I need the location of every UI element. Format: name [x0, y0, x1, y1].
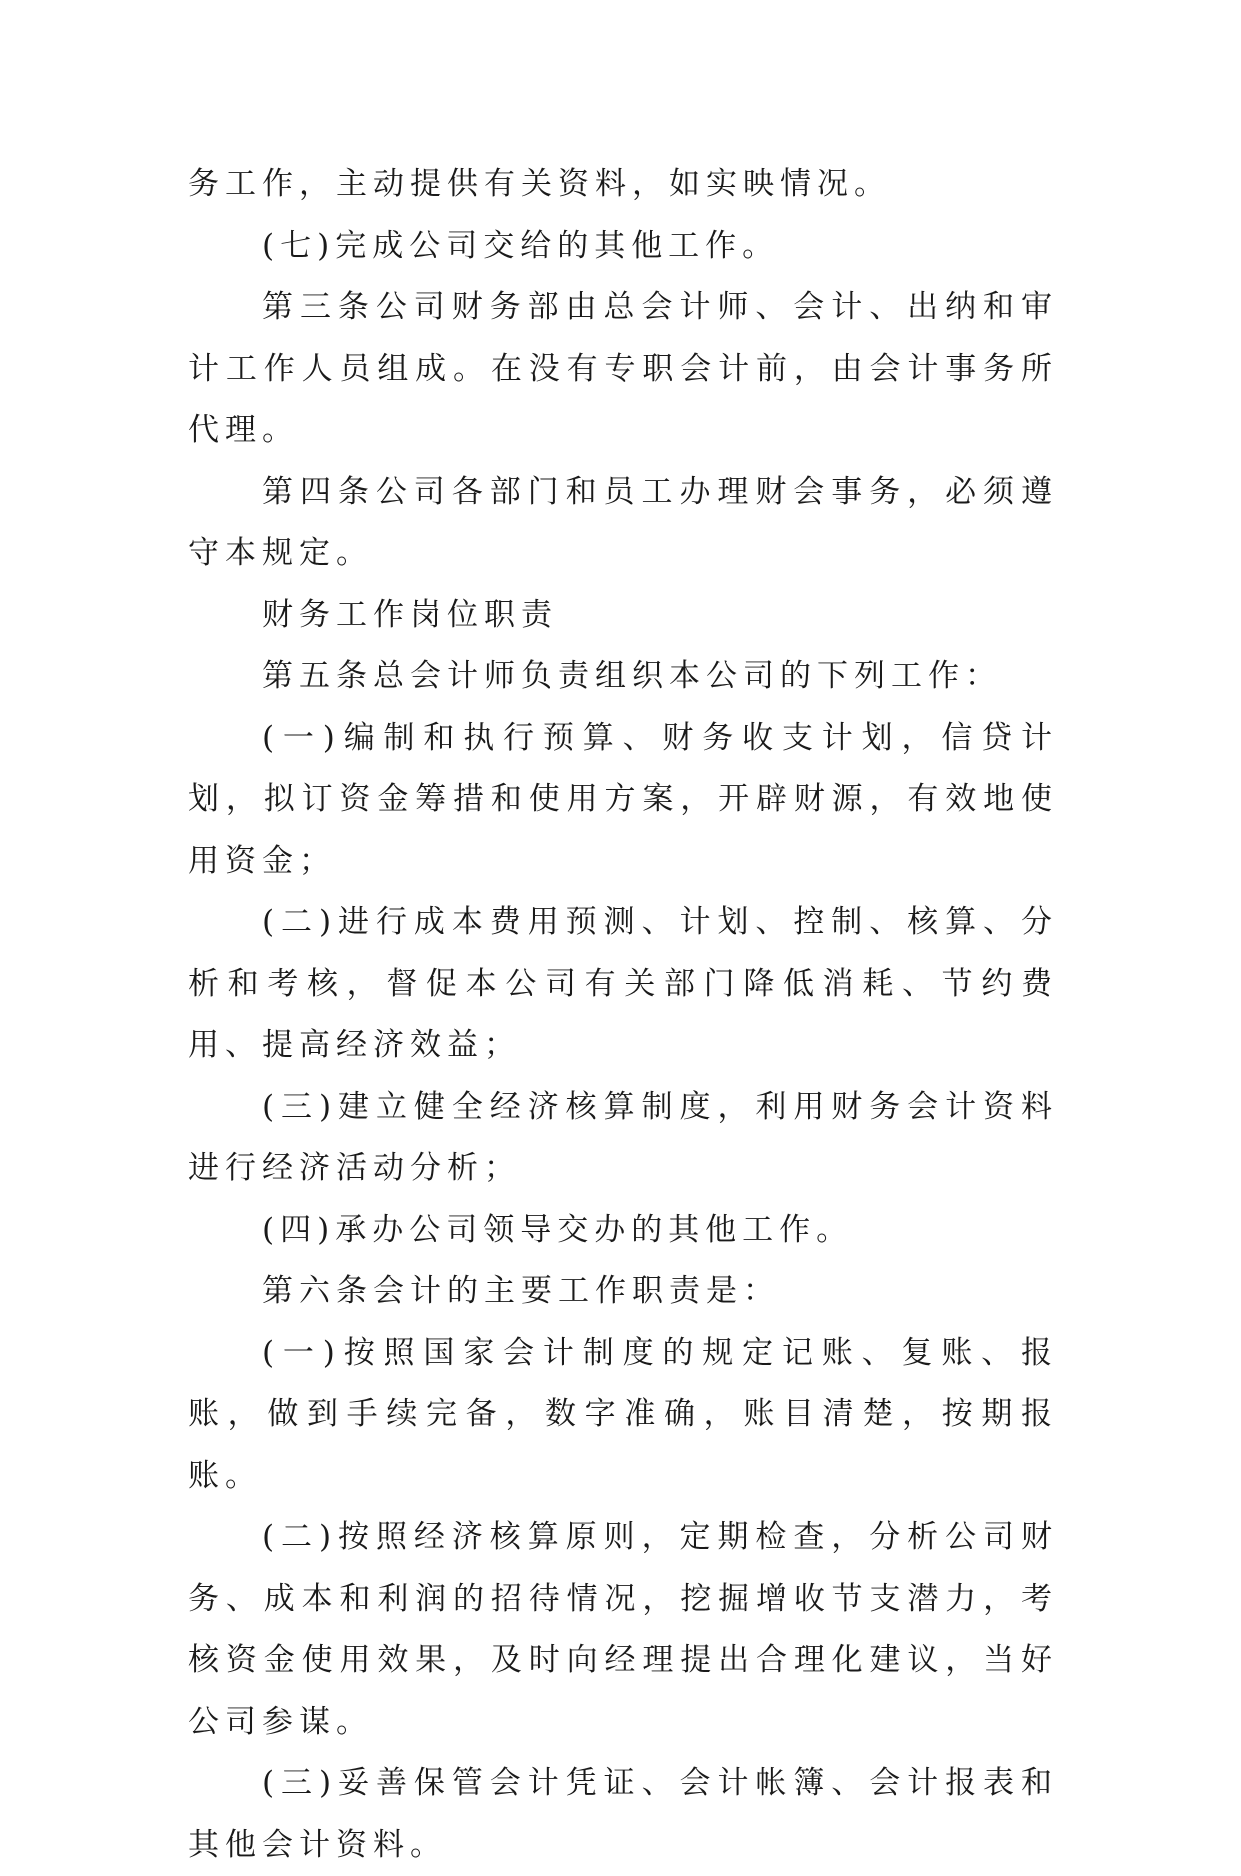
paragraph-article-5: 第五条总会计师负责组织本公司的下列工作： — [262, 658, 1002, 694]
paragraph-article-5-item-1: (一)编制和执行预算、财务收支计划，信贷计划，拟订资金筹措和使用方案，开辟财源，有效地使用资金； — [188, 719, 1058, 879]
paragraph-item-7: (七)完成公司交给的其他工作。 — [262, 227, 780, 264]
paragraph-article-6-item-1: (一)按照国家会计制度的规定记账、复账、报账，做到手续完备，数字准确，账目清楚，按期报账。 — [188, 1334, 1058, 1494]
paragraph-article-4: 第四条公司各部门和员工办理财会事务，必须遵守本规定。 — [188, 473, 1058, 571]
paragraph-article-6-item-3: (三)妥善保管会计凭证、会计帐簿、会计报表和其他会计资料。 — [188, 1765, 1058, 1863]
section-heading: 财务工作岗位职责 — [262, 596, 558, 633]
paragraph-article-6: 第六条会计的主要工作职责是： — [262, 1273, 780, 1309]
paragraph-article-3: 第三条公司财务部由总会计师、会计、出纳和审计工作人员组成。在没有专职会计前，由会计事务所代理。 — [188, 289, 1058, 448]
paragraph-article-5-item-2: (二)进行成本费用预测、计划、控制、核算、分析和考核，督促本公司有关部门降低消耗、节约费用、提高经济效益； — [188, 904, 1058, 1063]
paragraph-continuation: 务工作，主动提供有关资料，如实映情况。 — [188, 166, 891, 202]
paragraph-article-5-item-3: (三)建立健全经济核算制度，利用财务会计资料进行经济活动分析； — [188, 1088, 1058, 1186]
paragraph-article-5-item-4: (四)承办公司领导交办的其他工作。 — [262, 1211, 854, 1248]
paragraph-article-6-item-2: (二)按照经济核算原则，定期检查，分析公司财务、成本和利润的招待情况，挖掘增收节支潜力，考核资金使用效果，及时向经理提出合理化建议，当好公司参谋。 — [188, 1519, 1058, 1740]
document-body — [188, 154, 1058, 1876]
